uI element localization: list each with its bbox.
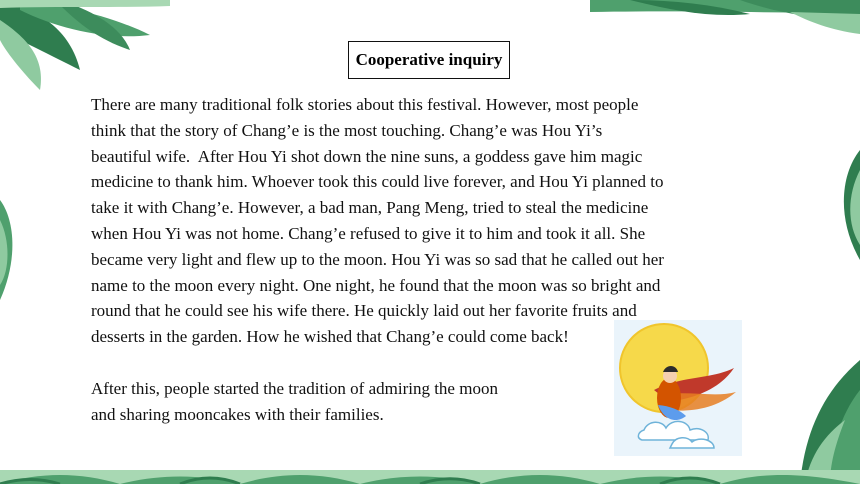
tropical-leaves-left bbox=[0, 200, 20, 300]
tropical-leaves-bottom-right bbox=[745, 360, 860, 484]
story-paragraph bbox=[91, 92, 711, 350]
story-line: when Hou Yi was not home. Chang’e refused to give it to him and took it all. She bbox=[91, 223, 646, 243]
tropical-leaves-top-left bbox=[0, 0, 170, 95]
tradition-line: After this, people started the tradition of admiring the moon bbox=[91, 379, 498, 398]
story-line: take it with Chang’e. However, a bad man, Pang Meng, tried to steal the medicine bbox=[91, 198, 649, 218]
leaf-border-bottom bbox=[0, 470, 860, 484]
slide-title: Cooperative inquiry bbox=[355, 50, 503, 69]
tradition-line: and sharing mooncakes with their families. bbox=[91, 404, 384, 424]
title-box bbox=[348, 41, 510, 79]
story-line: There are many traditional folk stories about this festival. However, most people bbox=[91, 95, 639, 114]
story-line: desserts in the garden. How he wished that Chang’e could come back! bbox=[91, 327, 569, 347]
story-line: medicine to thank him. Whoever took this could live forever, and Hou Yi planned to bbox=[91, 172, 664, 192]
story-line: became very light and flew up to the moon. Hou Yi was so sad that he called out her bbox=[91, 249, 664, 269]
story-line: beautiful wife. After Hou Yi shot down the nine suns, a goddess gave him magic bbox=[91, 146, 643, 166]
tropical-leaves-top-right bbox=[590, 0, 860, 40]
story-line: name to the moon every night. One night, he found that the moon was so bright and bbox=[91, 275, 661, 295]
tropical-leaves-right bbox=[835, 150, 860, 260]
change-moon-illustration bbox=[614, 320, 742, 456]
story-line: round that he could see his wife there. He quickly laid out her favorite fruits and bbox=[91, 301, 637, 321]
story-line: think that the story of Chang’e is the most touching. Chang’e was Hou Yi’s bbox=[91, 120, 603, 140]
moon-picture bbox=[614, 320, 742, 456]
